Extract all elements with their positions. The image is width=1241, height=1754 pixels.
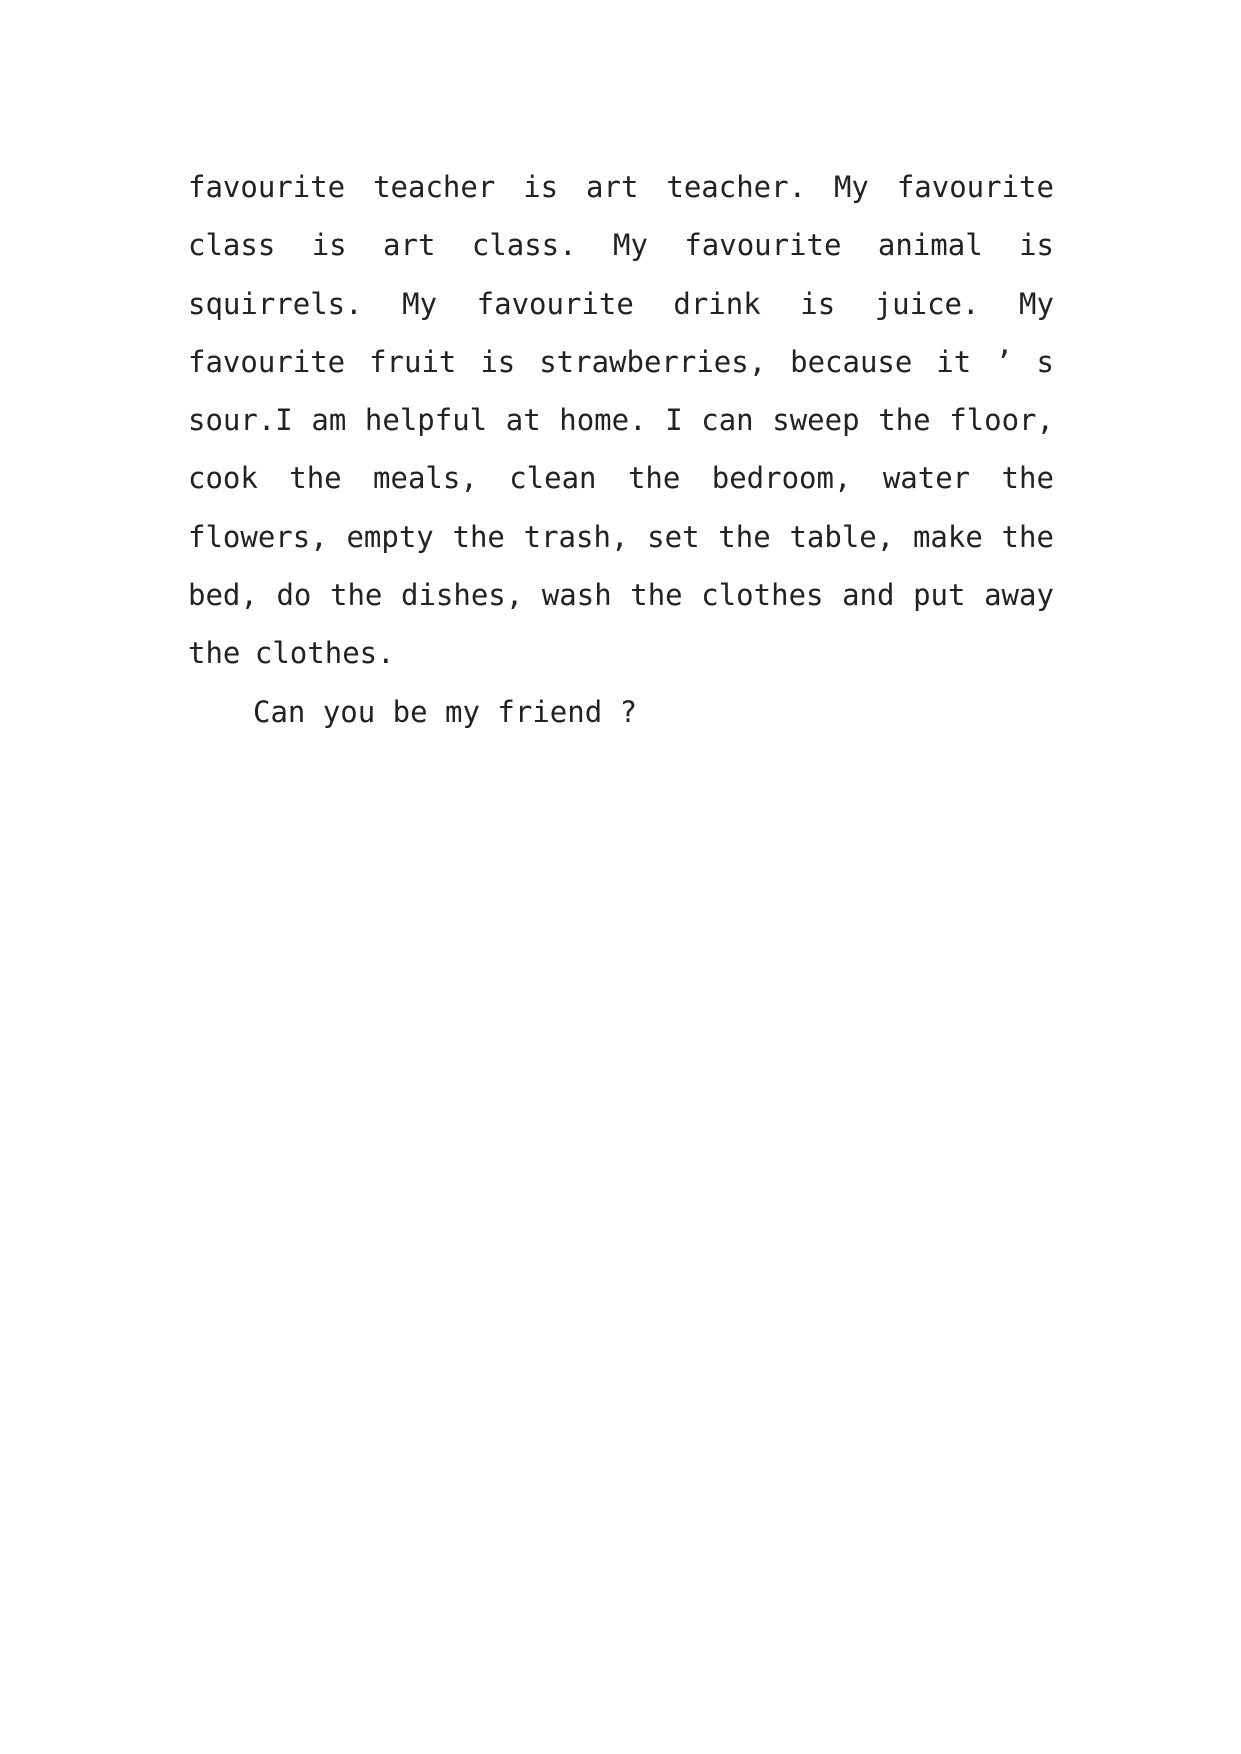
- word: the: [718, 519, 771, 554]
- word: is: [800, 286, 836, 321]
- word: and: [842, 578, 895, 613]
- word: art: [586, 170, 639, 204]
- paragraph-line: [188, 566, 1054, 624]
- word: cook: [188, 461, 258, 496]
- word: the: [289, 461, 342, 496]
- word: class: [188, 228, 276, 263]
- paragraph-line: [188, 216, 1054, 274]
- paragraph-line: [188, 275, 1054, 333]
- word: ’: [995, 344, 1013, 379]
- word: favourite: [684, 228, 842, 263]
- word: the: [329, 578, 383, 613]
- word: animal: [877, 228, 983, 263]
- word: favourite: [896, 170, 1054, 204]
- word: the: [452, 519, 505, 554]
- paragraph-line: [188, 624, 1054, 682]
- word: put: [913, 578, 966, 613]
- word: wash: [541, 578, 612, 613]
- word: the: [627, 461, 681, 496]
- word: the: [1001, 519, 1054, 554]
- word: do: [276, 578, 312, 613]
- word: squirrels.: [188, 286, 363, 321]
- word: art: [383, 228, 436, 263]
- body-text: [188, 158, 1054, 741]
- word: class.: [471, 228, 577, 263]
- word: I: [665, 403, 683, 438]
- word: table,: [789, 519, 895, 554]
- word: bed,: [188, 578, 258, 613]
- word: juice.: [874, 286, 980, 321]
- word: My: [833, 170, 869, 204]
- word: the: [1001, 461, 1054, 496]
- word: clothes.: [254, 636, 395, 671]
- word: meals,: [373, 461, 478, 496]
- word: My: [402, 286, 438, 321]
- word: favourite: [188, 344, 346, 379]
- word: the: [878, 403, 931, 438]
- paragraph-line: [188, 508, 1054, 566]
- word: s: [1036, 344, 1054, 379]
- word: drink: [673, 286, 761, 321]
- word: My: [613, 228, 648, 263]
- word: clothes: [701, 578, 824, 613]
- word: can: [701, 403, 754, 438]
- word: water: [882, 461, 971, 496]
- paragraph-line: [188, 391, 1054, 449]
- word: bedroom,: [711, 461, 852, 496]
- word: make: [912, 519, 983, 554]
- word: trash,: [523, 519, 629, 554]
- word: floor,: [949, 403, 1054, 438]
- word: clean: [509, 461, 597, 496]
- word: it: [936, 344, 972, 379]
- word: set: [647, 519, 700, 554]
- word: the: [630, 578, 683, 613]
- word: teacher: [373, 170, 496, 204]
- word: at: [505, 403, 541, 438]
- word: is: [523, 170, 559, 204]
- paragraph-line: [188, 449, 1054, 507]
- word: sour.I: [188, 403, 293, 438]
- word: is: [480, 344, 516, 379]
- paragraph-line: [188, 333, 1054, 391]
- word: dishes,: [400, 578, 524, 613]
- word: flowers,: [188, 519, 328, 554]
- word: am: [311, 403, 347, 438]
- word: teacher.: [666, 170, 807, 204]
- word: home.: [559, 403, 647, 438]
- word: because: [790, 344, 913, 379]
- word: the: [188, 636, 241, 671]
- word: favourite: [476, 286, 634, 321]
- word: sweep: [772, 403, 860, 438]
- word: My: [1019, 286, 1054, 321]
- closing-line: Can you be my friend ?: [253, 694, 638, 729]
- word: favourite: [188, 170, 346, 204]
- word: is: [1019, 228, 1054, 263]
- word: strawberries,: [539, 344, 767, 379]
- word: fruit: [369, 344, 457, 379]
- word: away: [984, 578, 1054, 613]
- word: empty: [346, 519, 434, 554]
- word: is: [311, 228, 347, 263]
- word: helpful: [364, 403, 488, 438]
- paragraph-line: [188, 158, 1054, 216]
